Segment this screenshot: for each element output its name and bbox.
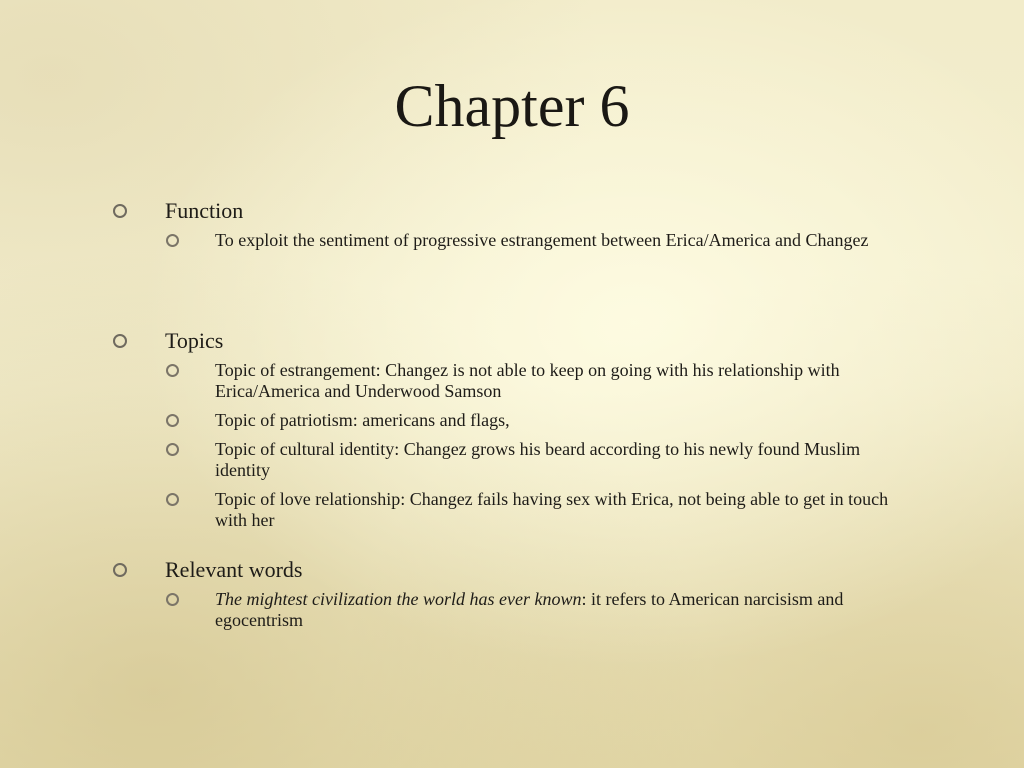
section-heading <box>0 328 1024 354</box>
sub-bullet-ring-icon <box>166 593 179 606</box>
section-heading <box>0 198 1024 224</box>
list-item-text: Topic of love relationship: Changez fails having sex with Erica, not being able to get in touch with her <box>215 489 889 530</box>
section-heading <box>0 557 1024 583</box>
list-item-text: To exploit the sentiment of progressive estrangement between Erica/America and Changez <box>215 230 869 250</box>
list-item <box>0 230 1024 251</box>
sub-bullet-ring-icon <box>166 414 179 427</box>
section-heading-label: Function <box>165 198 244 223</box>
bullet-ring-icon <box>113 204 127 218</box>
list-item-text: Topic of estrangement: Changez is not able to keep on going with his relationship with Erica/America and Underwood Samson <box>215 360 840 401</box>
sub-bullet-ring-icon <box>166 493 179 506</box>
section-heading-label: Relevant words <box>165 557 303 582</box>
list-item <box>0 489 1024 531</box>
section-relevant-words <box>0 557 1024 631</box>
sub-bullet-ring-icon <box>166 234 179 247</box>
bullet-ring-icon <box>113 334 127 348</box>
list-item-text: Topic of patriotism: americans and flags, <box>215 410 510 430</box>
bullet-ring-icon <box>113 563 127 577</box>
list-item-text: : it refers to American narcisism and egocentrism <box>215 589 844 630</box>
list-item <box>0 360 1024 402</box>
list-item <box>0 410 1024 431</box>
quoted-phrase: The mightest civilization the world has ever known <box>215 589 582 609</box>
section-function <box>0 198 1024 251</box>
slide-title: Chapter 6 <box>394 73 630 139</box>
list-item <box>0 439 1024 481</box>
section-topics <box>0 328 1024 531</box>
list-item <box>0 589 1024 631</box>
list-item-text: Topic of cultural identity: Changez grows his beard according to his newly found Muslim identity <box>215 439 861 480</box>
section-heading-label: Topics <box>165 328 224 353</box>
sub-bullet-ring-icon <box>166 364 179 377</box>
sub-bullet-ring-icon <box>166 443 179 456</box>
